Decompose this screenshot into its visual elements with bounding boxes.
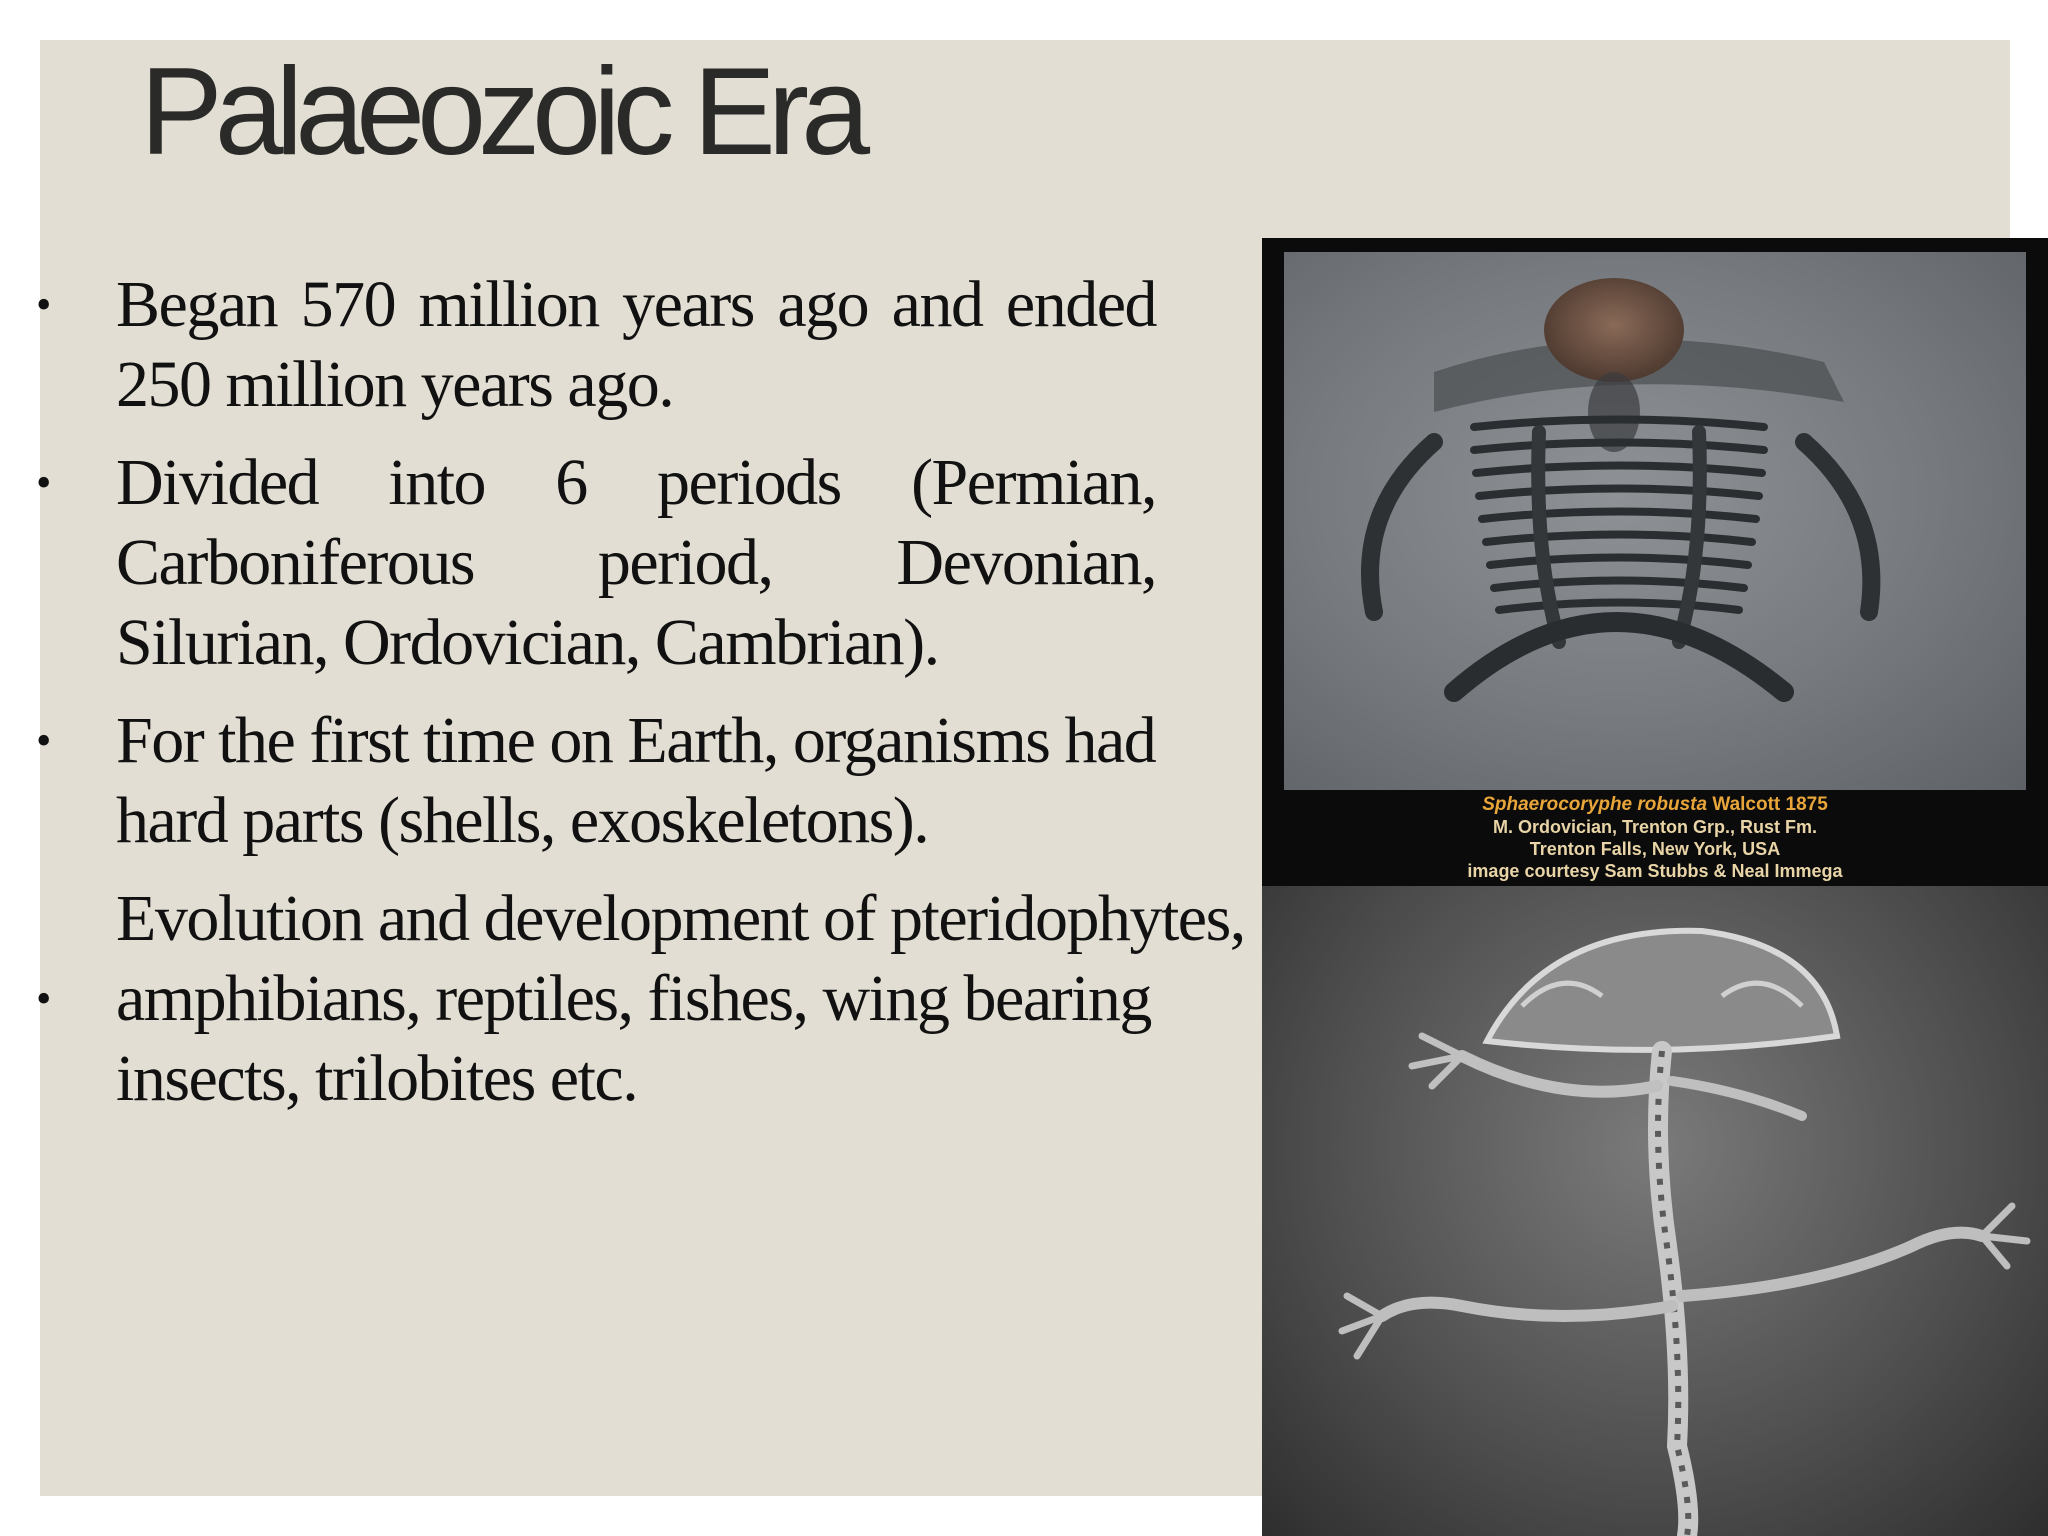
caption-species: Sphaerocoryphe robusta (1482, 794, 1708, 815)
bullet-text: Began 570 million years ago and ended 250 million years ago. (116, 268, 1156, 421)
caption-line: image courtesy Sam Stubbs & Neal Immega (1467, 861, 1843, 881)
caption-author: Walcott 1875 (1712, 794, 1828, 815)
caption-line: Trenton Falls, New York, USA (1529, 839, 1781, 859)
caption-line: M. Ordovician, Trenton Grp., Rust Fm. (1492, 817, 1818, 837)
bullet-item (0, 443, 1262, 683)
bullet-text: For the first time on Earth, organisms had hard parts (shells, exoskeletons). (116, 704, 1156, 857)
slide-title: Palaeozoic Era (140, 43, 863, 181)
trilobite-fossil-image (1284, 252, 2026, 790)
image-caption (1262, 794, 2048, 882)
bullet-item (0, 265, 1262, 425)
trilobite-illustration (1284, 252, 2026, 790)
bullet-text: Divided into 6 periods (Permian, Carboniferous period, Devonian, Silurian, Ordovician, Cambrian). (116, 446, 1156, 679)
bullet-marker: • (36, 280, 50, 329)
bullet-item (0, 701, 1262, 861)
bullet-marker: • (36, 716, 50, 765)
bullet-item (0, 879, 1262, 1119)
bullet-marker: • (36, 458, 50, 507)
bullet-list (0, 265, 1262, 1119)
amphibian-fossil-image (1262, 886, 2048, 1536)
amphibian-illustration (1262, 886, 2048, 1536)
fossil-photo (1262, 238, 2048, 1536)
bullet-text: Evolution and development of pteridophytes, amphibians, reptiles, fishes, wing bearing insects, trilobites etc. (116, 882, 1245, 1115)
bullet-marker: • (36, 974, 50, 1023)
